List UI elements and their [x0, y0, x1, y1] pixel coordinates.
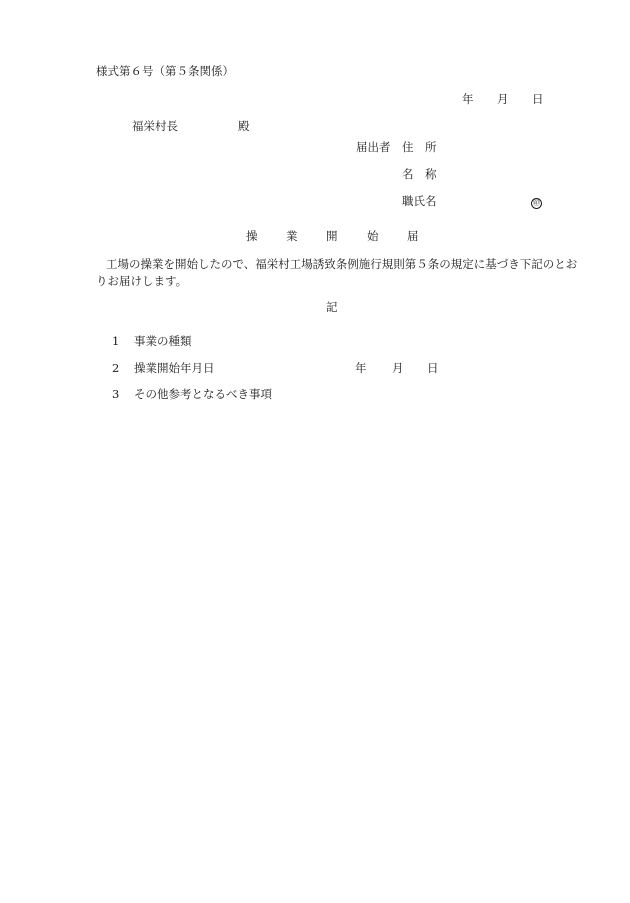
date-day-label: 日: [532, 92, 544, 106]
item-2-label: 操業開始年月日: [134, 361, 215, 375]
item-3-number: 3: [112, 387, 120, 401]
date-month-label: 月: [497, 92, 509, 106]
addressee-honorific: 殿: [238, 119, 250, 133]
title-char-5: 届: [407, 229, 419, 243]
seal-icon: ㊞: [533, 199, 540, 207]
addressee-name: 福栄村長: [132, 119, 178, 133]
item-2-year-label: 年: [355, 361, 367, 375]
date-year-label: 年: [462, 92, 474, 106]
title-char-1: 操: [246, 229, 258, 243]
item-3-label: その他参考となるべき事項: [134, 387, 272, 401]
notifier-name-label: 名 称: [402, 167, 437, 181]
title-char-3: 開: [326, 229, 338, 243]
item-2-day-label: 日: [427, 361, 439, 375]
seal-mark: [531, 196, 542, 209]
item-2-number: 2: [112, 361, 120, 375]
notifier-label: 届出者: [356, 140, 391, 154]
notifier-address-label: 住 所: [402, 140, 437, 154]
title-char-4: 始: [367, 229, 379, 243]
ki-marker: 記: [326, 300, 338, 314]
item-1-number: 1: [112, 334, 120, 348]
item-2-month-label: 月: [392, 361, 404, 375]
body-paragraph: 工場の操業を開始したので、福栄村工場誘致条例施行規則第５条の規定に基づき下記のとおりお届けします。: [96, 257, 578, 288]
form-number: 様式第６号（第５条関係）: [96, 64, 234, 78]
notifier-title-name-label: 職氏名: [402, 194, 437, 208]
title-char-2: 業: [286, 229, 298, 243]
item-1-label: 事業の種類: [134, 334, 192, 348]
